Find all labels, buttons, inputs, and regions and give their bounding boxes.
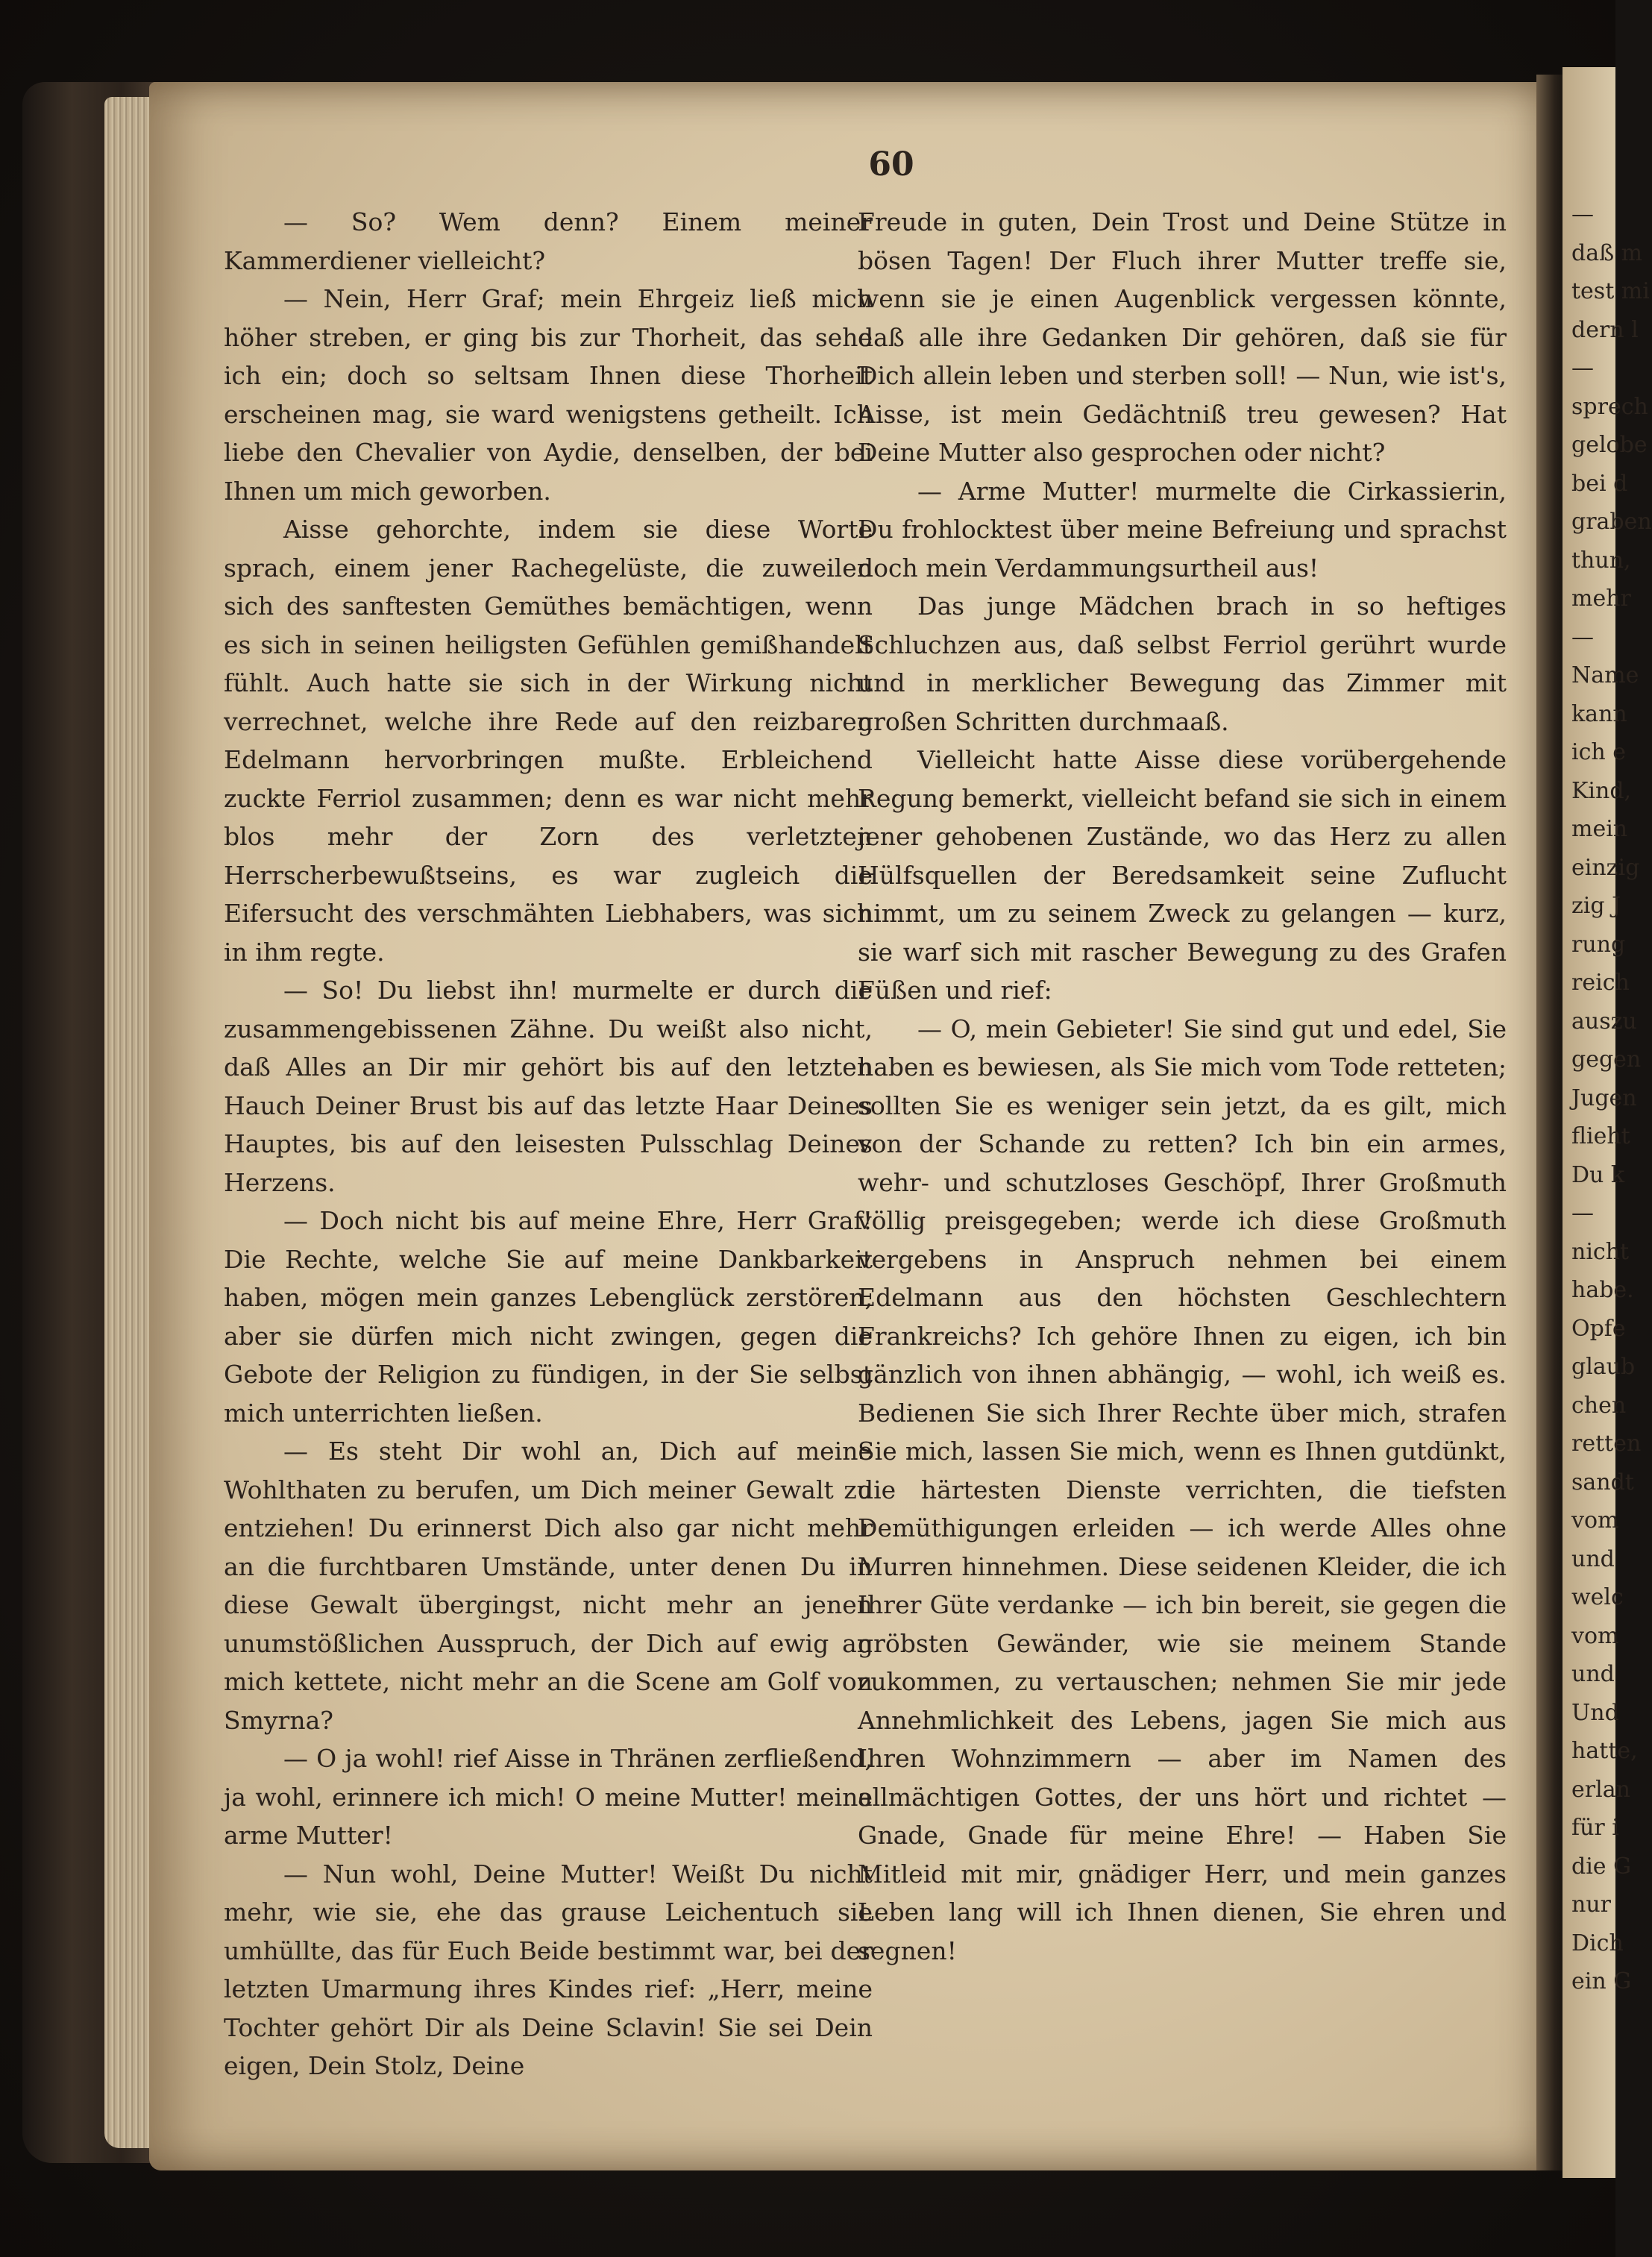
adjacent-page-fragment: daß m bbox=[1571, 239, 1643, 266]
adjacent-page-fragment: — bbox=[1571, 355, 1594, 381]
paragraph: — Nein, Herr Graf; mein Ehrgeiz ließ mich höher streben, er ging bis zur Thorheit, das sehe ich ein; doch so seltsam Ihnen diese Thorheit erscheinen mag, sie ward wenigstens getheilt. Ich liebe den Chevalier von Aydie, denselben, der bei Ihnen um mich geworben. bbox=[224, 284, 873, 506]
adjacent-page-fragment: ein G bbox=[1571, 1968, 1632, 1994]
adjacent-page-fragment: flieht bbox=[1571, 1123, 1630, 1149]
adjacent-page-fragment: mehr bbox=[1571, 586, 1631, 612]
adjacent-page-fragment: nicht bbox=[1571, 1238, 1630, 1265]
adjacent-page-fragment: retten bbox=[1571, 1431, 1642, 1457]
adjacent-page-fragment: vom bbox=[1571, 1507, 1619, 1534]
adjacent-page-fragment: reich bbox=[1571, 970, 1630, 996]
adjacent-page-fragment: einzig bbox=[1571, 854, 1640, 881]
paragraph: — Es steht Dir wohl an, Dich auf meine Wohlthaten zu berufen, um Dich meiner Gewalt zu entziehen! Du erinnerst Dich also gar nicht mehr an die furchtbaren Umstände, unter denen Du in diese Gewalt übergingst, nicht mehr an jenen unumstößlichen Ausspruch, der Dich auf ewig an mich kettete, nicht mehr an die Scene am Golf von Smyrna? bbox=[224, 1437, 873, 1735]
adjacent-page-fragment: Und bbox=[1571, 1699, 1619, 1726]
adjacent-page-fragment: gegen bbox=[1571, 1046, 1642, 1073]
adjacent-page-fragment: habe. bbox=[1571, 1277, 1634, 1303]
paragraph: Das junge Mädchen brach in so heftiges Schluchzen aus, daß selbst Ferriol gerührt wurde und in merklicher Bewegung das Zimmer mit großen Schritten durchmaaß. bbox=[858, 591, 1507, 736]
adjacent-page-fragment: mein bbox=[1571, 816, 1628, 842]
adjacent-page-fragment: Dich bbox=[1571, 1930, 1624, 1956]
adjacent-page-fragment: und bbox=[1571, 1661, 1615, 1687]
adjacent-page-fragment: thun, bbox=[1571, 547, 1631, 574]
paragraph: — O, mein Gebieter! Sie sind gut und edel, Sie haben es bewiesen, als Sie mich vom Tode retteten; sollten Sie es weniger sein jetzt, da es gilt, mich von der Schande zu retten? Ich bin ein armes, wehr- und schutzloses Geschöpf, Ihrer Großmuth völlig preisgegeben; werde ich diese Großmuth vergebens in Anspruch nehmen bei einem Edelmann aus den höchsten Geschlechtern Frankreichs? Ich gehöre Ihnen zu eigen, ich bin gänzlich von ihnen abhängig, — wohl, ich weiß es. Bedienen Sie sich Ihrer Rechte über mich, strafen Sie mich, lassen Sie mich, wenn es Ihnen gutdünkt, die härtesten Dienste verrichten, die tiefsten Demüthigungen erleiden — ich werde Alles ohne Murren hinnehmen. Diese seidenen Kleider, die ich Ihrer Güte verdanke — ich bin bereit, sie gegen die gröbsten Gewänder, wie sie meinem Stande zukommen, zu vertauschen; nehmen Sie mir jede Annehmlichkeit des Lebens, jagen Sie mich aus Ihren Wohnzimmern — aber im Namen des allmächtigen Gottes, der uns hört und richtet — Gnade, Gnade für meine Ehre! — Haben Sie Mitleid mit mir, gnädiger Herr, und mein ganzes Leben lang will ich Ihnen dienen, Sie ehren und segnen! bbox=[858, 1014, 1507, 1965]
adjacent-page-fragment: welc bbox=[1571, 1584, 1624, 1610]
adjacent-page-fragment: hatte, bbox=[1571, 1738, 1638, 1764]
paragraph: — So? Wem denn? Einem meiner Kammerdiener vielleicht? bbox=[224, 207, 873, 275]
page-number: 60 bbox=[868, 145, 914, 183]
adjacent-page-fragment: rung bbox=[1571, 931, 1626, 958]
adjacent-page-fragment: dern l bbox=[1571, 316, 1639, 343]
paragraph: Vielleicht hatte Aisse diese vorübergehende Regung bemerkt, vielleicht befand sie sich in einem jener gehobenen Zustände, wo das Herz zu allen Hülfsquellen der Beredsamkeit seine Zuflucht nimmt, um zu seinem Zweck zu gelangen — kurz, sie warf sich mit rascher Bewegung zu des Grafen Füßen und rief: bbox=[858, 745, 1507, 1005]
adjacent-page-fragment: und bbox=[1571, 1545, 1615, 1572]
adjacent-page-fragment: gelobe bbox=[1571, 432, 1648, 458]
paragraph: — Doch nicht bis auf meine Ehre, Herr Graf! Die Rechte, welche Sie auf meine Dankbarkeit haben, mögen mein ganzes Lebenglück zerstören, aber sie dürfen mich nicht zwingen, gegen die Gebote der Religion zu fündigen, in der Sie selbst mich unterrichten ließen. bbox=[224, 1206, 873, 1428]
paragraph: — Arme Mutter! murmelte die Cirkassierin, Du frohlocktest über meine Befreiung und sprachst doch mein Verdammungsurtheil aus! bbox=[858, 476, 1507, 583]
adjacent-page-fragment: Du k bbox=[1571, 1161, 1625, 1188]
adjacent-page-fragment: — bbox=[1571, 624, 1594, 650]
adjacent-page-fragment: chen bbox=[1571, 1392, 1627, 1419]
adjacent-page-fragment: test mi bbox=[1571, 278, 1650, 304]
adjacent-page-fragment: Jugen bbox=[1571, 1084, 1637, 1111]
adjacent-page-fragment: zig J bbox=[1571, 893, 1621, 919]
adjacent-page-fragment: für i bbox=[1571, 1815, 1619, 1841]
adjacent-page-fragment: Opfe bbox=[1571, 1315, 1626, 1342]
adjacent-page-fragment: nur bbox=[1571, 1892, 1611, 1918]
adjacent-page-fragment: — bbox=[1571, 1200, 1594, 1226]
adjacent-page-fragment: sprech bbox=[1571, 393, 1648, 420]
adjacent-page-fragment: ich e bbox=[1571, 739, 1627, 765]
book-gutter bbox=[1536, 75, 1566, 2170]
adjacent-page-fragment: Name bbox=[1571, 662, 1639, 688]
adjacent-page-fragment: kann bbox=[1571, 700, 1627, 727]
paragraph: — O ja wohl! rief Aisse in Thränen zerfließend, ja wohl, erinnere ich mich! O meine Mutter! meine arme Mutter! bbox=[224, 1744, 873, 1850]
adjacent-page-fragment: sandt bbox=[1571, 1469, 1634, 1495]
adjacent-page-fragment: vom bbox=[1571, 1622, 1619, 1649]
paragraph: — So! Du liebst ihn! murmelte er durch die zusammengebissenen Zähne. Du weißt also nicht, daß Alles an Dir mir gehört bis auf den letzten Hauch Deiner Brust bis auf das letzte Haar Deines Hauptes, bis auf den leisesten Pulsschlag Deines Herzens. bbox=[224, 976, 873, 1197]
adjacent-page-fragment: auszu bbox=[1571, 1008, 1637, 1035]
left-text-column bbox=[224, 203, 873, 2085]
adjacent-page-fragment: bei d bbox=[1571, 470, 1628, 497]
adjacent-page-fragment: graben bbox=[1571, 509, 1652, 535]
right-text-column bbox=[858, 203, 1507, 1970]
adjacent-page bbox=[1563, 67, 1652, 2178]
paragraph: Freude in guten, Dein Trost und Deine Stütze in bösen Tagen! Der Fluch ihrer Mutter treffe sie, wenn sie je einen Augenblick vergessen könnte, daß alle ihre Gedanken Dir gehören, daß sie für Dich allein leben und sterben soll! — Nun, wie ist's, Aisse, ist mein Gedächtniß treu gewesen? Hat Deine Mutter also gesprochen oder nicht? bbox=[858, 207, 1507, 467]
adjacent-page-fragment: die G bbox=[1571, 1853, 1632, 1880]
adjacent-page-fragment: erlan bbox=[1571, 1776, 1630, 1803]
paragraph: Aisse gehorchte, indem sie diese Worte sprach, einem jener Rachegelüste, die zuweilen sich des sanftesten Gemüthes bemächtigen, wenn es sich in seinen heiligsten Gefühlen gemißhandelt fühlt. Auch hatte sie sich in der Wirkung nicht verrechnet, welche ihre Rede auf den reizbaren Edelmann hervorbringen mußte. Erbleichend zuckte Ferriol zusammen; denn es war nicht mehr blos mehr der Zorn des verletzten Herrscherbewußtseins, es war zugleich die Eifersucht des verschmähten Liebhabers, was sich in ihm regte. bbox=[224, 515, 873, 967]
adjacent-page-fragment: Kind, bbox=[1571, 777, 1632, 804]
paragraph: — Nun wohl, Deine Mutter! Weißt Du nicht mehr, wie sie, ehe das grause Leichentuch sie umhüllte, das für Euch Beide bestimmt war, bei der letzten Umarmung ihres Kindes rief: „Herr, meine Tochter gehört Dir als Deine Sclavin! Sie sei Dein eigen, Dein Stolz, Deine bbox=[224, 1859, 873, 2080]
adjacent-page-fragment: glaub bbox=[1571, 1354, 1636, 1380]
adjacent-page-fragment: — bbox=[1571, 201, 1594, 227]
